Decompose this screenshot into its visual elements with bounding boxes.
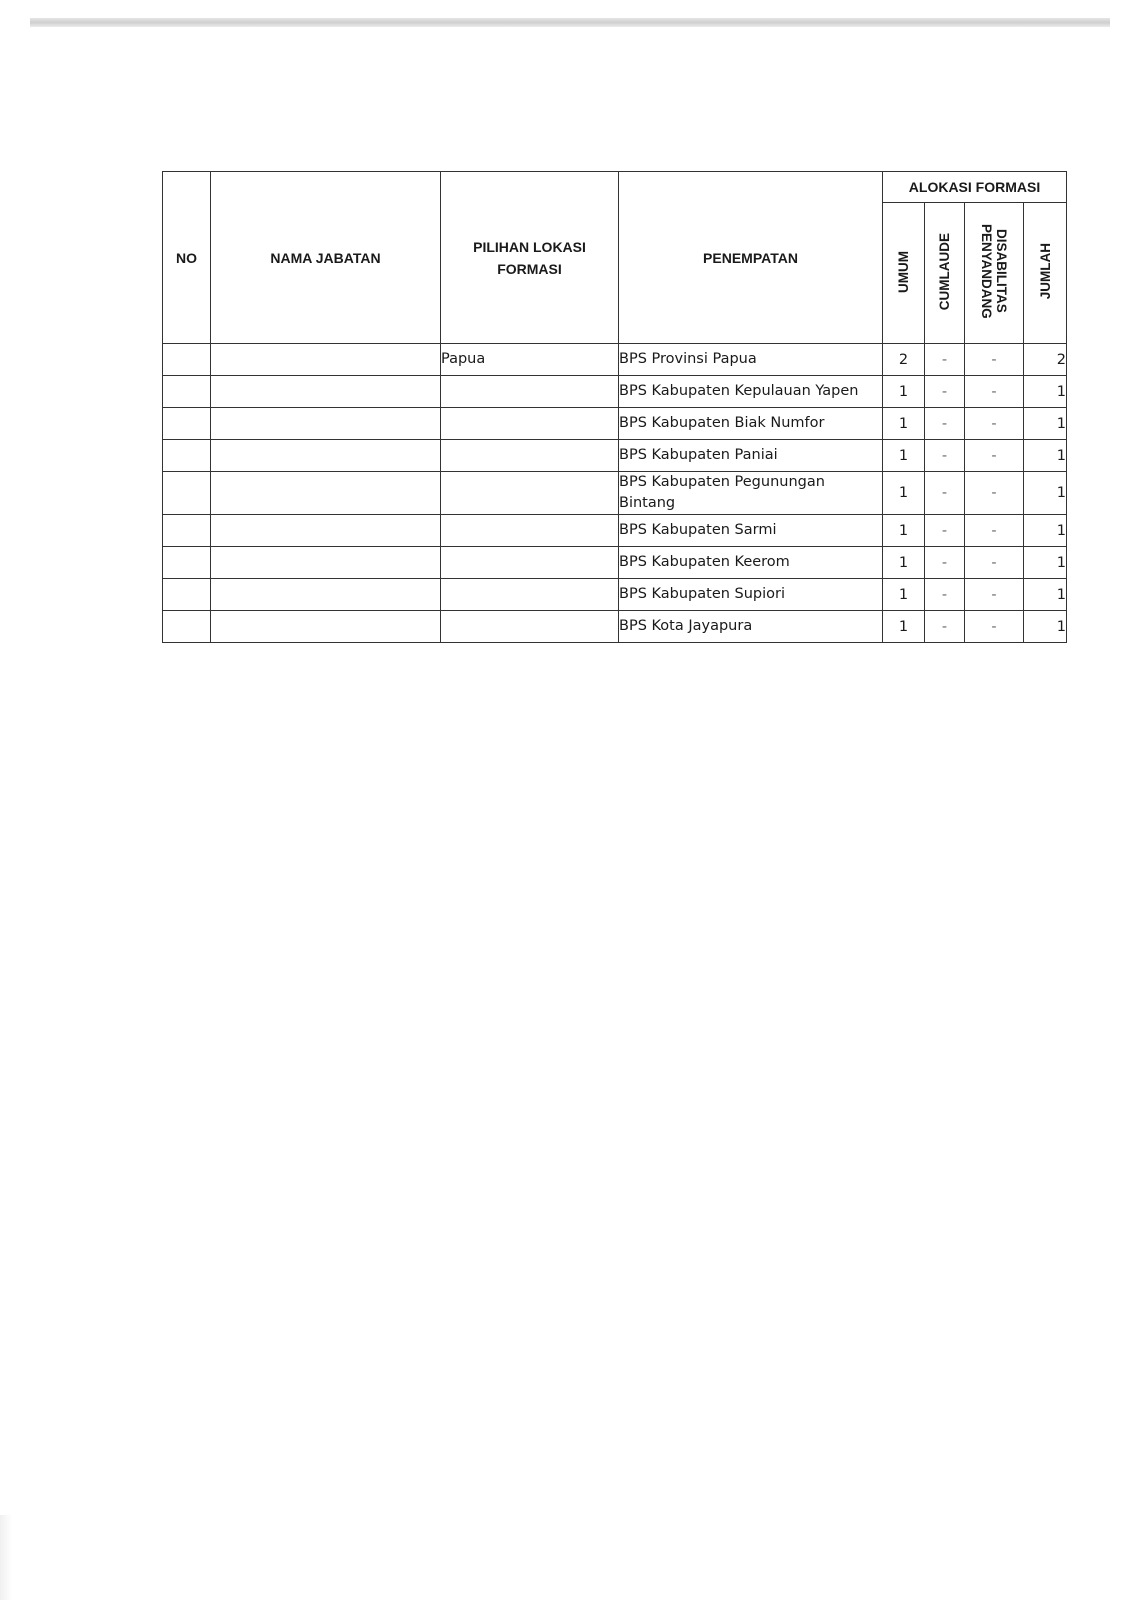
cell-no <box>163 376 211 408</box>
cell-nama-jabatan <box>211 515 441 547</box>
cell-nama-jabatan <box>211 344 441 376</box>
table-row <box>163 344 1067 376</box>
scan-edge-top <box>30 18 1110 27</box>
table-row <box>163 408 1067 440</box>
cell-no <box>163 611 211 643</box>
cell-penempatan: BPS Kabupaten Paniai <box>619 440 883 472</box>
cell-penempatan: BPS Kabupaten Kepulauan Yapen <box>619 376 883 408</box>
cell-penempatan: BPS Kabupaten Biak Numfor <box>619 408 883 440</box>
cell-umum: 2 <box>883 344 925 376</box>
header-cumlaude: CUMLAUDE <box>925 203 965 344</box>
table-row <box>163 611 1067 643</box>
cell-umum: 1 <box>883 611 925 643</box>
cell-jumlah: 1 <box>1024 579 1067 611</box>
cell-penempatan: BPS Provinsi Papua <box>619 344 883 376</box>
cell-no <box>163 344 211 376</box>
cell-pilihan-lokasi <box>441 579 619 611</box>
cell-pilihan-lokasi <box>441 376 619 408</box>
cell-no <box>163 440 211 472</box>
cell-umum: 1 <box>883 376 925 408</box>
cell-penyandang-disabilitas: - <box>965 472 1024 515</box>
cell-nama-jabatan <box>211 547 441 579</box>
cell-penempatan: BPS Kabupaten Keerom <box>619 547 883 579</box>
cell-cumlaude: - <box>925 344 965 376</box>
cell-cumlaude: - <box>925 408 965 440</box>
cell-jumlah: 2 <box>1024 344 1067 376</box>
cell-umum: 1 <box>883 472 925 515</box>
cell-cumlaude: - <box>925 579 965 611</box>
header-penyandang-disabilitas: PENYANDANG DISABILITAS <box>965 203 1024 344</box>
header-jumlah: JUMLAH <box>1024 203 1067 344</box>
table-row <box>163 472 1067 515</box>
header-umum: UMUM <box>883 203 925 344</box>
table-row <box>163 376 1067 408</box>
cell-penyandang-disabilitas: - <box>965 440 1024 472</box>
header-no: NO <box>163 172 211 344</box>
cell-jumlah: 1 <box>1024 376 1067 408</box>
header-pilihan-lokasi: PILIHAN LOKASI FORMASI <box>441 172 619 344</box>
cell-pilihan-lokasi: Papua <box>441 344 619 376</box>
table-row <box>163 579 1067 611</box>
cell-nama-jabatan <box>211 440 441 472</box>
cell-cumlaude: - <box>925 547 965 579</box>
cell-jumlah: 1 <box>1024 547 1067 579</box>
cell-penyandang-disabilitas: - <box>965 547 1024 579</box>
cell-penempatan: BPS Kabupaten Sarmi <box>619 515 883 547</box>
cell-penempatan: BPS Kabupaten Supiori <box>619 579 883 611</box>
cell-cumlaude: - <box>925 440 965 472</box>
cell-pilihan-lokasi <box>441 408 619 440</box>
table-row <box>163 515 1067 547</box>
cell-jumlah: 1 <box>1024 472 1067 515</box>
scan-edge-left <box>0 1515 12 1600</box>
table-row <box>163 440 1067 472</box>
cell-nama-jabatan <box>211 408 441 440</box>
cell-umum: 1 <box>883 408 925 440</box>
cell-penyandang-disabilitas: - <box>965 376 1024 408</box>
formasi-table <box>162 171 1067 643</box>
cell-no <box>163 515 211 547</box>
table-body <box>163 344 1067 643</box>
cell-penempatan: BPS Kabupaten Pegunungan Bintang <box>619 472 883 515</box>
cell-nama-jabatan <box>211 611 441 643</box>
cell-no <box>163 547 211 579</box>
header-nama-jabatan: NAMA JABATAN <box>211 172 441 344</box>
cell-no <box>163 408 211 440</box>
cell-umum: 1 <box>883 440 925 472</box>
cell-nama-jabatan <box>211 376 441 408</box>
cell-pilihan-lokasi <box>441 472 619 515</box>
cell-cumlaude: - <box>925 472 965 515</box>
cell-umum: 1 <box>883 547 925 579</box>
cell-nama-jabatan <box>211 579 441 611</box>
cell-pilihan-lokasi <box>441 515 619 547</box>
cell-no <box>163 579 211 611</box>
cell-no <box>163 472 211 515</box>
cell-penempatan: BPS Kota Jayapura <box>619 611 883 643</box>
cell-penyandang-disabilitas: - <box>965 611 1024 643</box>
cell-jumlah: 1 <box>1024 611 1067 643</box>
cell-penyandang-disabilitas: - <box>965 515 1024 547</box>
cell-cumlaude: - <box>925 611 965 643</box>
cell-jumlah: 1 <box>1024 408 1067 440</box>
cell-nama-jabatan <box>211 472 441 515</box>
cell-jumlah: 1 <box>1024 515 1067 547</box>
cell-cumlaude: - <box>925 376 965 408</box>
cell-penyandang-disabilitas: - <box>965 408 1024 440</box>
cell-jumlah: 1 <box>1024 440 1067 472</box>
cell-cumlaude: - <box>925 515 965 547</box>
cell-umum: 1 <box>883 579 925 611</box>
cell-pilihan-lokasi <box>441 611 619 643</box>
table-header <box>163 172 1067 344</box>
header-penempatan: PENEMPATAN <box>619 172 883 344</box>
cell-pilihan-lokasi <box>441 547 619 579</box>
cell-pilihan-lokasi <box>441 440 619 472</box>
table-row <box>163 547 1067 579</box>
cell-umum: 1 <box>883 515 925 547</box>
cell-penyandang-disabilitas: - <box>965 344 1024 376</box>
cell-penyandang-disabilitas: - <box>965 579 1024 611</box>
header-alokasi-formasi: ALOKASI FORMASI <box>883 172 1067 203</box>
